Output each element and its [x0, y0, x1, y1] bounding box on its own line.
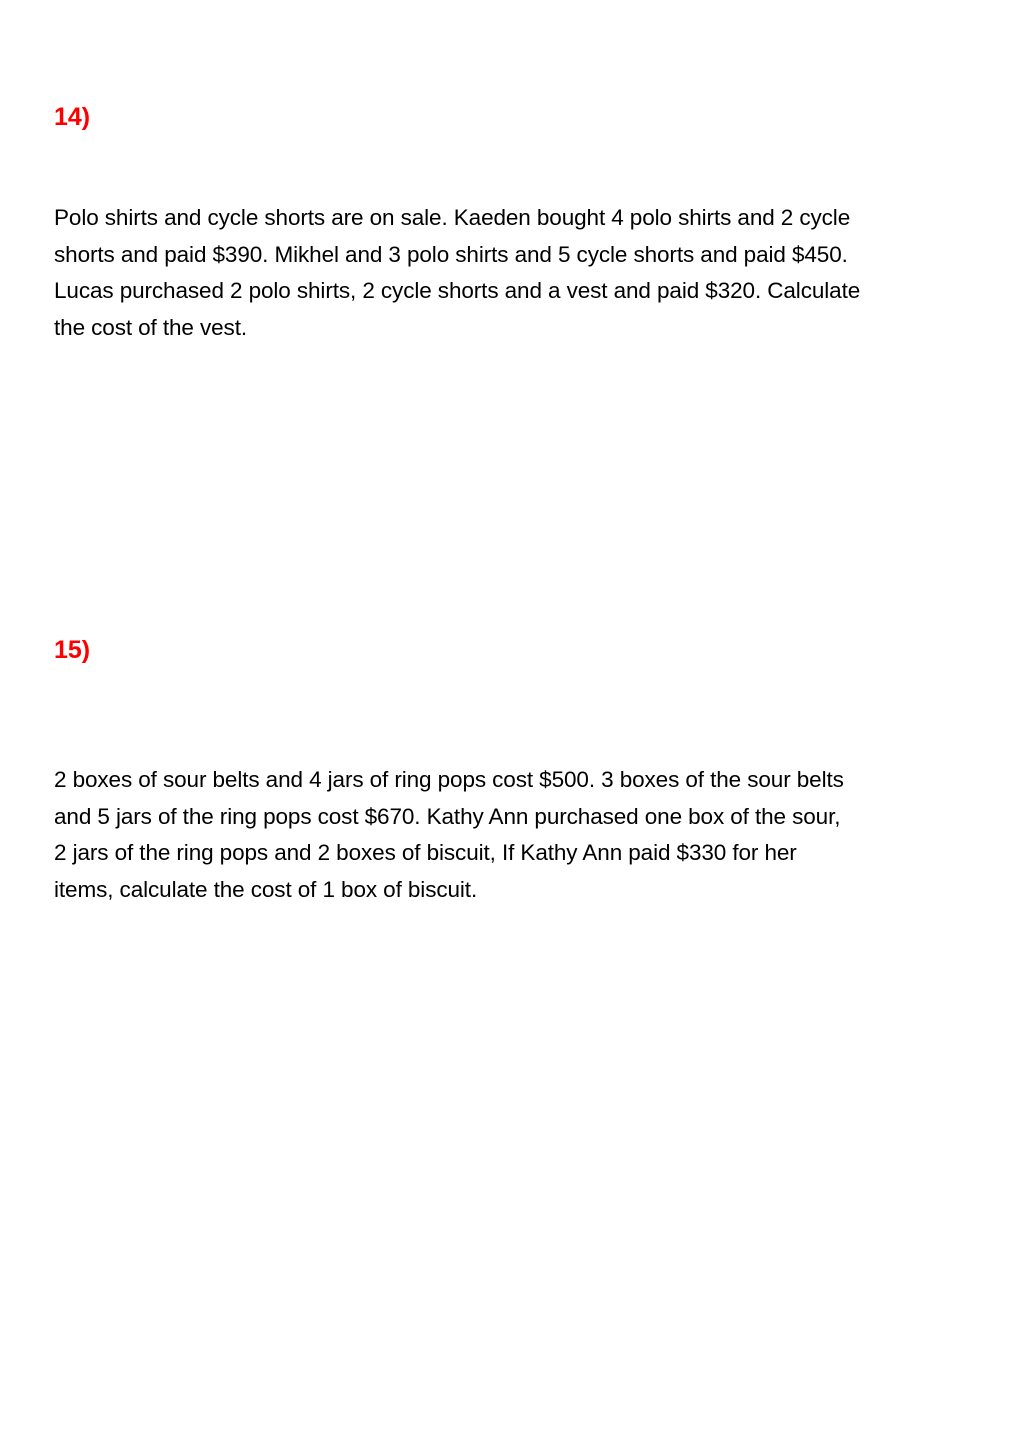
question-number-14: 14): [54, 103, 91, 131]
question-14-line-2: shorts and paid $390. Mikhel and 3 polo shirts and 5 cycle shorts and paid $450.: [54, 241, 848, 267]
question-text-14: [54, 200, 959, 346]
question-15-line-2: and 5 jars of the ring pops cost $670. Kathy Ann purchased one box of the sour,: [54, 803, 841, 829]
question-14-line-4: the cost of the vest.: [54, 314, 248, 340]
question-15-line-1: 2 boxes of sour belts and 4 jars of ring pops cost $500. 3 boxes of the sour belts: [54, 767, 844, 792]
question-15-line-3: 2 jars of the ring pops and 2 boxes of biscuit, If Kathy Ann paid $330 for her: [54, 840, 797, 865]
question-text-15: [54, 762, 959, 908]
question-14-line-3: Lucas purchased 2 polo shirts, 2 cycle shorts and a vest and paid $320. Calculate: [54, 278, 861, 303]
question-number-15: 15): [54, 636, 91, 664]
question-15-line-4: items, calculate the cost of 1 box of biscuit.: [54, 876, 478, 902]
question-14-line-1: Polo shirts and cycle shorts are on sale. Kaeden bought 4 polo shirts and 2 cycle: [54, 205, 851, 230]
